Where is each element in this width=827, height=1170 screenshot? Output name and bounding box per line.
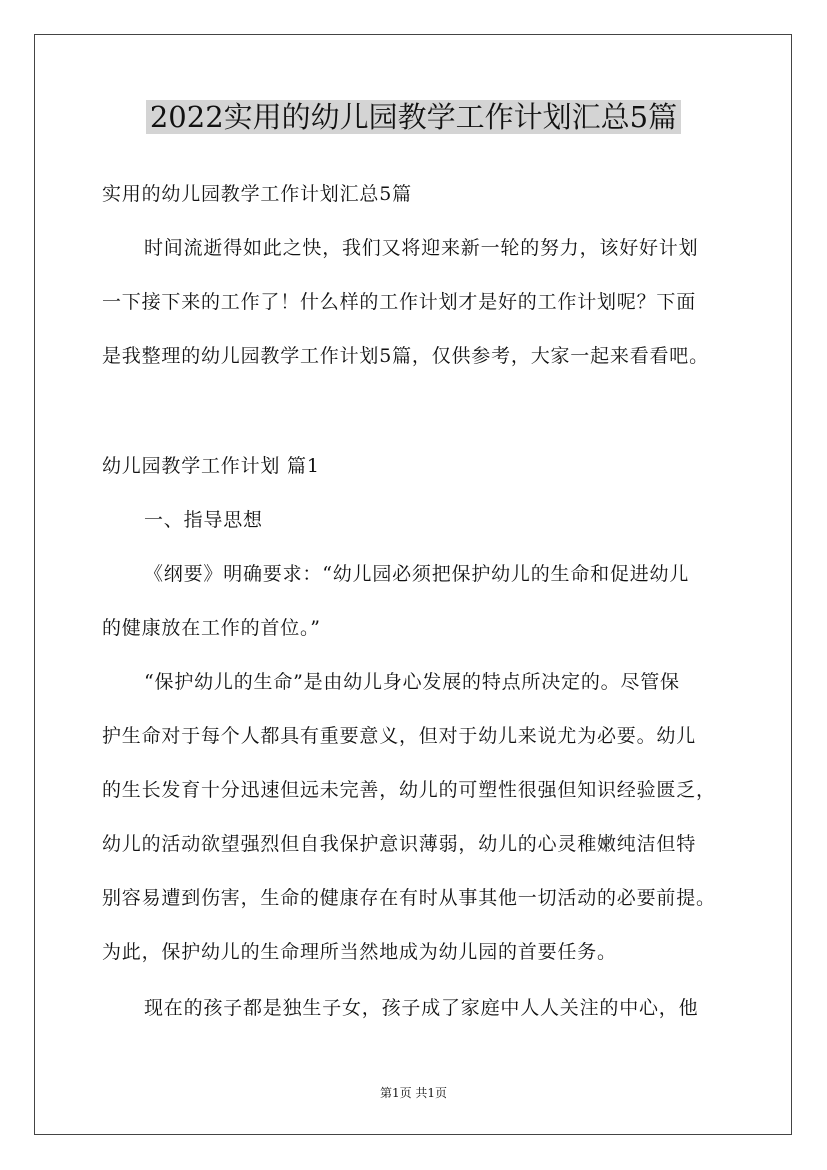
paragraph-line: 《纲要》明确要求：“幼儿园必须把保护幼儿的生命和促进幼儿 (144, 563, 690, 585)
paragraph-line: 的健康放在工作的首位。” (102, 617, 321, 639)
subsection-heading: 一、指导思想 (144, 509, 263, 531)
paragraph-line: 别容易遭到伤害，生命的健康存在有时从事其他一切活动的必要前提。 (102, 887, 716, 909)
document-title (0, 95, 827, 139)
paragraph-line: 幼儿的活动欲望强烈但自我保护意识薄弱，幼儿的心灵稚嫩纯洁但特 (102, 833, 697, 855)
document-subtitle: 实用的幼儿园教学工作计划汇总5篇 (102, 183, 412, 205)
paragraph-line: 为此，保护幼儿的生命理所当然地成为幼儿园的首要任务。 (102, 941, 617, 963)
paragraph-line: 时间流逝得如此之快，我们又将迎来新一轮的努力，该好好计划 (144, 237, 699, 259)
section-heading: 幼儿园教学工作计划 篇1 (102, 455, 320, 477)
paragraph-line: 一下接下来的工作了！什么样的工作计划才是好的工作计划呢？下面 (102, 291, 697, 313)
paragraph-line: “保护幼儿的生命”是由幼儿身心发展的特点所决定的。尽管保 (144, 671, 680, 693)
document-title-text: 2022实用的幼儿园教学工作计划汇总5篇 (146, 100, 681, 134)
paragraph-line: 的生长发育十分迅速但远未完善，幼儿的可塑性很强但知识经验匮乏， (102, 779, 716, 801)
paragraph-line: 现在的孩子都是独生子女，孩子成了家庭中人人关注的中心，他 (144, 997, 699, 1019)
paragraph-line: 护生命对于每个人都具有重要意义，但对于幼儿来说尤为必要。幼儿 (102, 725, 697, 747)
paragraph-line: 是我整理的幼儿园教学工作计划5篇，仅供参考，大家一起来看看吧。 (102, 345, 709, 367)
page-footer: 第1页 共1页 (379, 1086, 448, 1100)
